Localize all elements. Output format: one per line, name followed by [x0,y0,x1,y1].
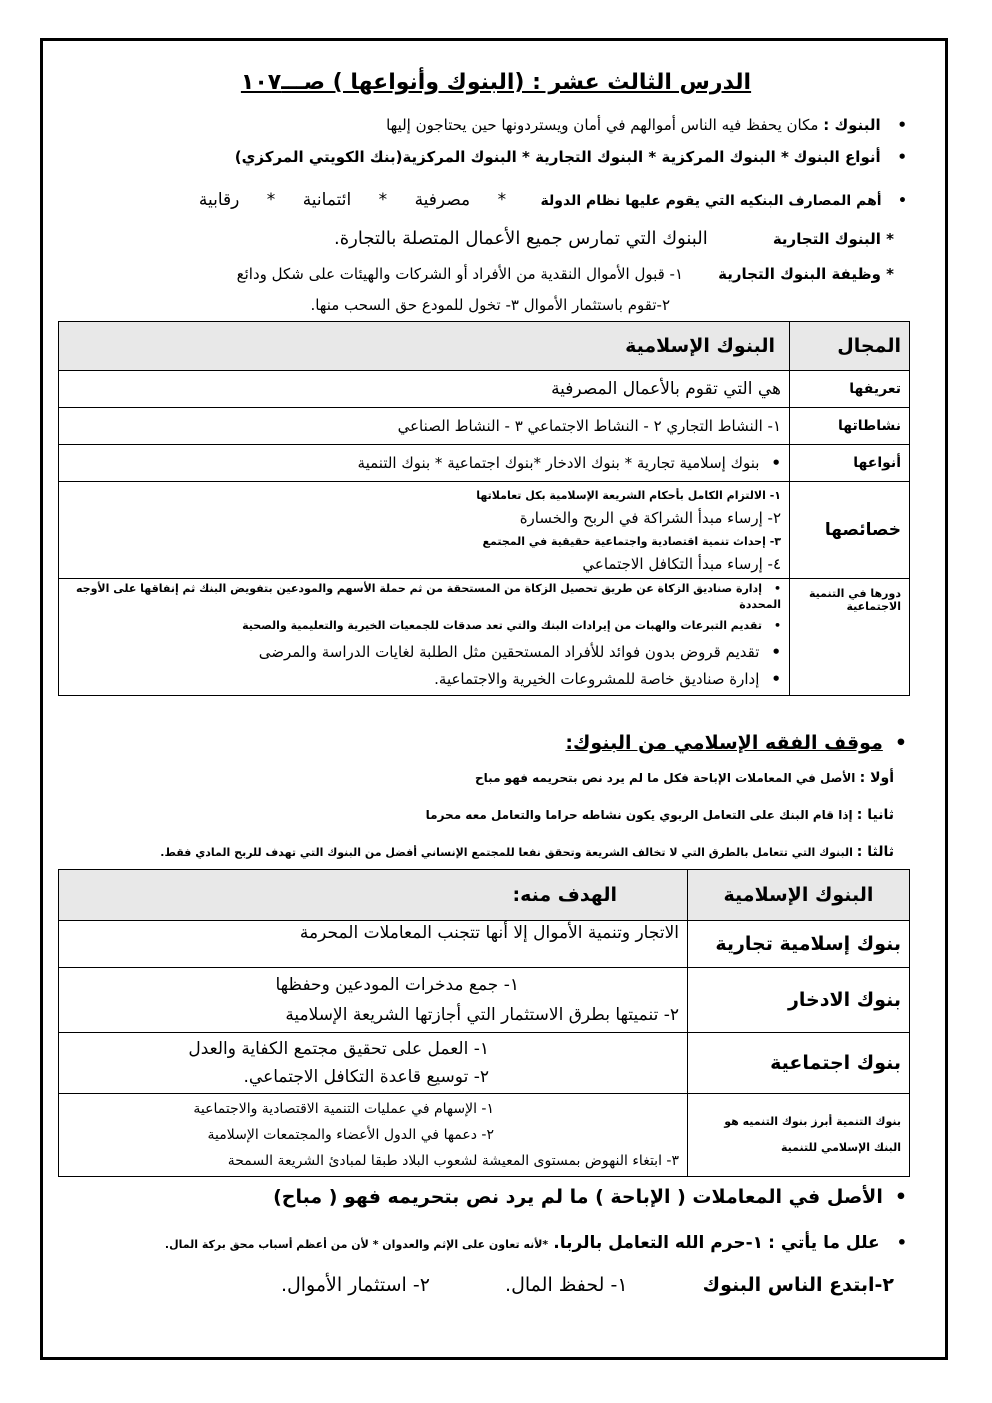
banks-principles: • أهم المصارف البنكيه التي يقوم عليها نظام الدولة * مصرفية * ائتمانية * رقابية [199,190,907,210]
table-row: بنوك التنمية أبرز بنوك التنميه هو البنك الإسلامي للتنمية ١- الإسهام في عمليات التنمية الاقتصادية والاجتماعية ٢- دعمها في الدول الأعضاء والمجتمعات الإسلامية ٣- ابتغاء النهوض بمستوى المعيشة لشعوب البلاد طبقا لمبادئ الشريعة السمحة [59,1094,910,1177]
table-row: بنوك إسلامية تجارية الاتجار وتنمية الأموال إلا أنها تتجنب المعاملات المحرمة [59,921,910,968]
table-row: أنواعها • بنوك إسلامية تجارية * بنوك الادخار *بنوك اجتماعية * بنوك التنمية [59,445,910,482]
explain-question: • علل ما يأتي : ١-حرم الله التعامل بالربا. *لأنه تعاون على الإثم والعدوان * لأن من أعظم أسباب محق بركة المال. [165,1233,907,1253]
table-row: بنوك الادخار ١- جمع مدخرات المودعين وحفظها ٢- تنميتها بطرق الاستثمار التي أجازتها الشريعة الإسلامية [59,968,910,1033]
table-row: نشاطاتها ١- النشاط التجاري ٢ - النشاط الاجتماعي ٣ - النشاط الصناعي [59,408,910,445]
table-header: البنوك الإسلامية الهدف منه: [59,870,910,921]
table-header: المجال البنوك الإسلامية [59,322,910,371]
fiqh-second: ثانيا : إذا قام البنك على التعامل الربوي يكون نشاطه حراما والتعامل معه محرما [425,807,894,823]
fiqh-third: ثالثا : البنوك التي تتعامل بالطرق التي لا تخالف الشريعة وتحقق نفعا للمجتمع الإنساني أفضل من البنوك التي تهدف للربح المادي فقط. [160,844,894,860]
page-title: الدرس الثالث عشر : (البنوك وأنواعها ) صـــ١٠٧ [240,70,752,95]
fiqh-first: أولا : الأصل في المعاملات الإباحة فكل ما لم يرد نص بتحريمه فهو مباح [475,770,894,786]
banks-definition: • البنوك : مكان يحفظ فيه الناس أموالهم في أمان ويستردونها حين يحتاجون إليها [386,116,907,134]
commercial-function: * وظيفة البنوك التجارية ١- قبول الأموال النقدية من الأفراد أو الشركات والهيئات على شكل ودائع [236,265,894,283]
table-row: دورها في التنمية الاجتماعية • إدارة صناديق الزكاة عن طريق تحصيل الزكاة من المستحقة من ثم حملة الأسهم والمودعين بتفويض البنك ثم إنفاقها على الأوجه المحددة • تقديم التبرعات والهبات من إيرادات البنك والتي تعد صدقات للجمعيات الخيرية والتعليمية والصحية • تقديم قروض بدون فوائد للأفراد المستحقين مثل الطلبة لغايات الدراسة والمرضى • إدارة صناديق خاصة للمشروعات الخيرية والاجتماعية. [59,579,910,696]
table-row: بنوك اجتماعية ١- العمل على تحقيق مجتمع الكفاية والعدل ٢- توسيع قاعدة التكافل الاجتماعي. [59,1033,910,1094]
principle: • الأصل في المعاملات ( الإباحة ) ما لم يرد نص بتحريمه فهو ( مباح) [273,1186,907,1208]
table-row: خصائصها ١- الالتزام الكامل بأحكام الشريعة الإسلامية بكل تعاملاتها ٢- إرساء مبدأ الشراكة في الربح والخسارة ٣- إحداث تنمية اقتصادية واجتماعية حقيقية في المجتمع ٤- إرساء مبدأ التكافل الاجتماعي [59,482,910,579]
islamic-banks-goals-table [58,869,910,1177]
banks-types: • أنواع البنوك * البنوك المركزية * البنوك التجارية * البنوك المركزية(بنك الكويتي المركزي) [235,148,907,166]
fiqh-heading: • موقف الفقه الإسلامي من البنوك: [565,732,907,754]
commercial-banks: * البنوك التجارية البنوك التي تمارس جميع الأعمال المتصلة بالتجارة. [334,228,894,249]
commercial-function-line2: ٢-تقوم باستثمار الأموال ٣- تخول للمودع حق السحب منها. [310,296,670,314]
islamic-banks-table [58,321,910,696]
q2: ٢-ابتدع الناس البنوك ١- لحفظ المال. ٢- استثمار الأموال. [280,1274,894,1296]
table-row: تعريفها هي التي تقوم بالأعمال المصرفية [59,371,910,408]
